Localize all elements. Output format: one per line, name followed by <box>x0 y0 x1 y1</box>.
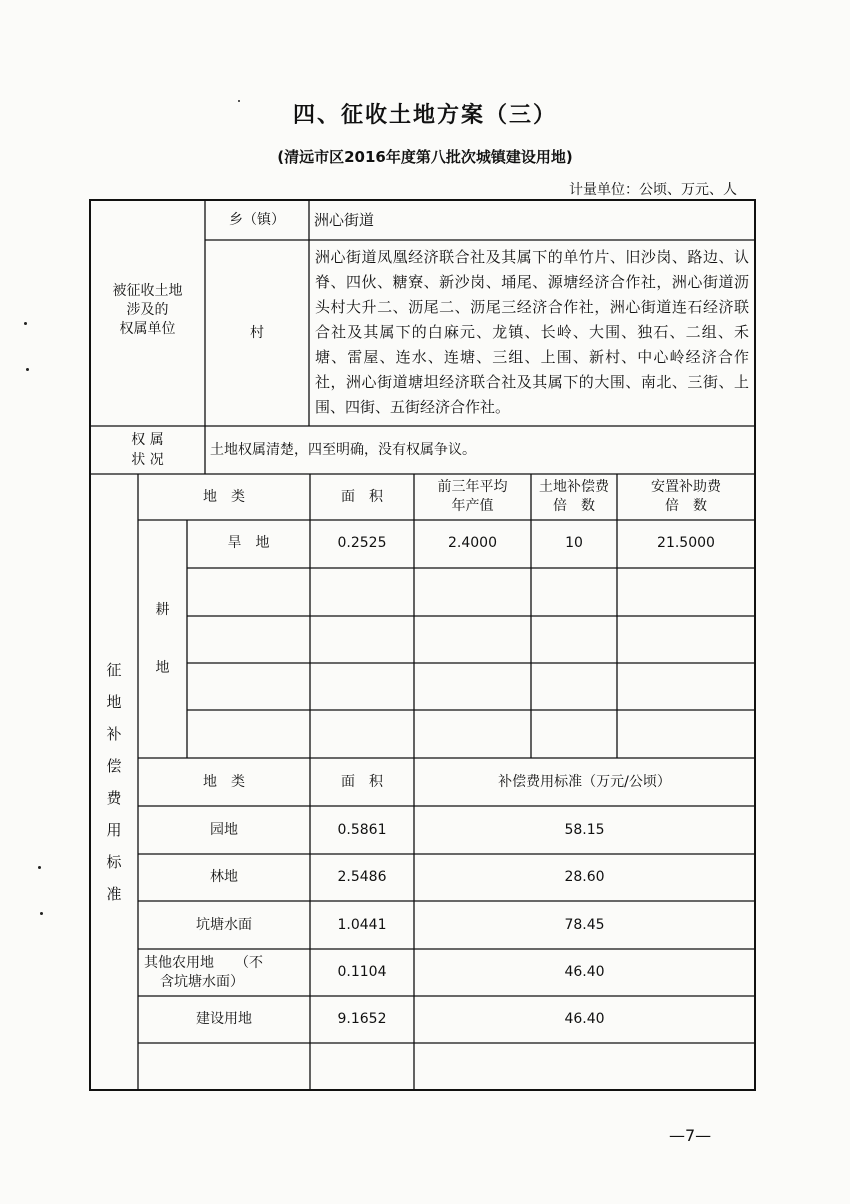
arable-row-avg-output: 2.4000 <box>448 535 497 551</box>
township-value: 洲心街道 <box>314 210 375 229</box>
arable-row-type: 旱 地 <box>227 535 270 551</box>
scan-speck <box>40 912 43 915</box>
page-subtitle: (清远市区2016年度第八批次城镇建设用地) <box>277 148 573 166</box>
vertical-char: 耕 <box>155 602 170 618</box>
header-line: 土地补偿费 <box>539 479 609 495</box>
other-row-type <box>138 949 310 996</box>
ownership-label-line: 被征收土地 <box>112 282 183 299</box>
other-row-type: 林地 <box>210 869 238 885</box>
arable-header-comp-multiple <box>531 474 617 520</box>
other-row-type: 坑塘水面 <box>196 916 252 933</box>
arable-row-comp-multiple: 10 <box>565 535 583 551</box>
scan-speck <box>24 322 27 325</box>
other-header-area: 面 积 <box>341 773 383 790</box>
status-label <box>90 426 205 474</box>
header-line: 倍 数 <box>553 498 595 514</box>
arable-row-area: 0.2525 <box>337 535 387 551</box>
other-row-type: 园地 <box>210 821 238 838</box>
other-row-standard: 46.40 <box>564 964 605 980</box>
arable-header-resettle-multiple <box>617 474 755 520</box>
header-line: 倍 数 <box>665 498 707 514</box>
other-row-standard: 28.60 <box>564 869 605 885</box>
header-line: 年产值 <box>451 498 494 514</box>
header-line: 安置补助费 <box>651 479 721 495</box>
other-header-land-type: 地 类 <box>203 773 245 790</box>
status-label-line: 权 属 <box>131 432 164 448</box>
other-header-standard: 补偿费用标准（万元/公顷） <box>498 773 671 790</box>
other-row-type: 建设用地 <box>196 1011 252 1027</box>
vertical-char: 征 <box>106 661 122 679</box>
village-value: 洲心街道凤凰经济联合社及其属下的单竹片、旧沙岗、路边、认脊、四伙、糖寮、新沙岗、埇尾、源塘经济合作社，洲心街道沥头村大升二、沥尾二、沥尾三经济合作社，洲心街道连石经济联合社及其属下的白麻元、龙镇、长岭、大围、独石、二组、禾塘、雷屋、连水、连塘、三组、上围、新村、中心岭经济合作社，洲心街道塘坦经济联合社及其属下的大围、南北、三街、上围、四街、五街经济合作社。 <box>315 248 749 416</box>
arable-header-land-type: 地 类 <box>203 488 245 505</box>
other-row-standard: 46.40 <box>564 1011 605 1027</box>
unit-label: 计量单位：公顷、万元、人 <box>569 182 737 198</box>
vertical-char: 费 <box>106 789 122 807</box>
arable-row-resettle-multiple: 21.5000 <box>657 535 715 551</box>
vertical-char: 用 <box>106 821 122 839</box>
other-row-area: 0.1104 <box>337 964 387 980</box>
page-number: —7— <box>669 1126 712 1145</box>
page-title: 四、征收土地方案（三） <box>292 103 557 128</box>
vertical-char: 标 <box>106 853 122 871</box>
type-line: 含坑塘水面） <box>160 973 244 990</box>
ownership-label-line: 涉及的 <box>126 301 169 318</box>
type-line: 其他农用地 （不 <box>144 954 263 971</box>
arable-group-label <box>138 520 187 758</box>
vertical-char: 偿 <box>106 757 122 775</box>
vertical-char: 补 <box>106 725 122 743</box>
ownership-label-line: 权属单位 <box>119 320 176 337</box>
header-line: 前三年平均 <box>437 479 508 495</box>
vertical-char: 地 <box>155 660 170 676</box>
status-value: 土地权属清楚，四至明确，没有权属争议。 <box>210 441 476 458</box>
village-label: 村 <box>250 324 264 341</box>
other-row-area: 9.1652 <box>337 1011 387 1027</box>
vertical-char: 地 <box>106 693 122 711</box>
other-row-area: 0.5861 <box>337 821 387 838</box>
compensation-section-label <box>90 474 138 1090</box>
other-row-area: 1.0441 <box>337 916 387 933</box>
other-row-standard: 78.45 <box>564 916 605 933</box>
status-label-line: 状 况 <box>131 452 164 468</box>
other-row-standard: 58.15 <box>564 821 605 838</box>
other-row-area: 2.5486 <box>337 869 387 885</box>
arable-header-area: 面 积 <box>341 488 383 505</box>
township-label: 乡（镇） <box>229 211 285 228</box>
vertical-char: 准 <box>106 885 122 903</box>
scan-speck <box>38 866 41 869</box>
scan-speck <box>26 368 29 371</box>
scan-speck <box>238 100 240 102</box>
arable-header-avg-output <box>414 474 531 520</box>
ownership-label <box>90 240 205 380</box>
